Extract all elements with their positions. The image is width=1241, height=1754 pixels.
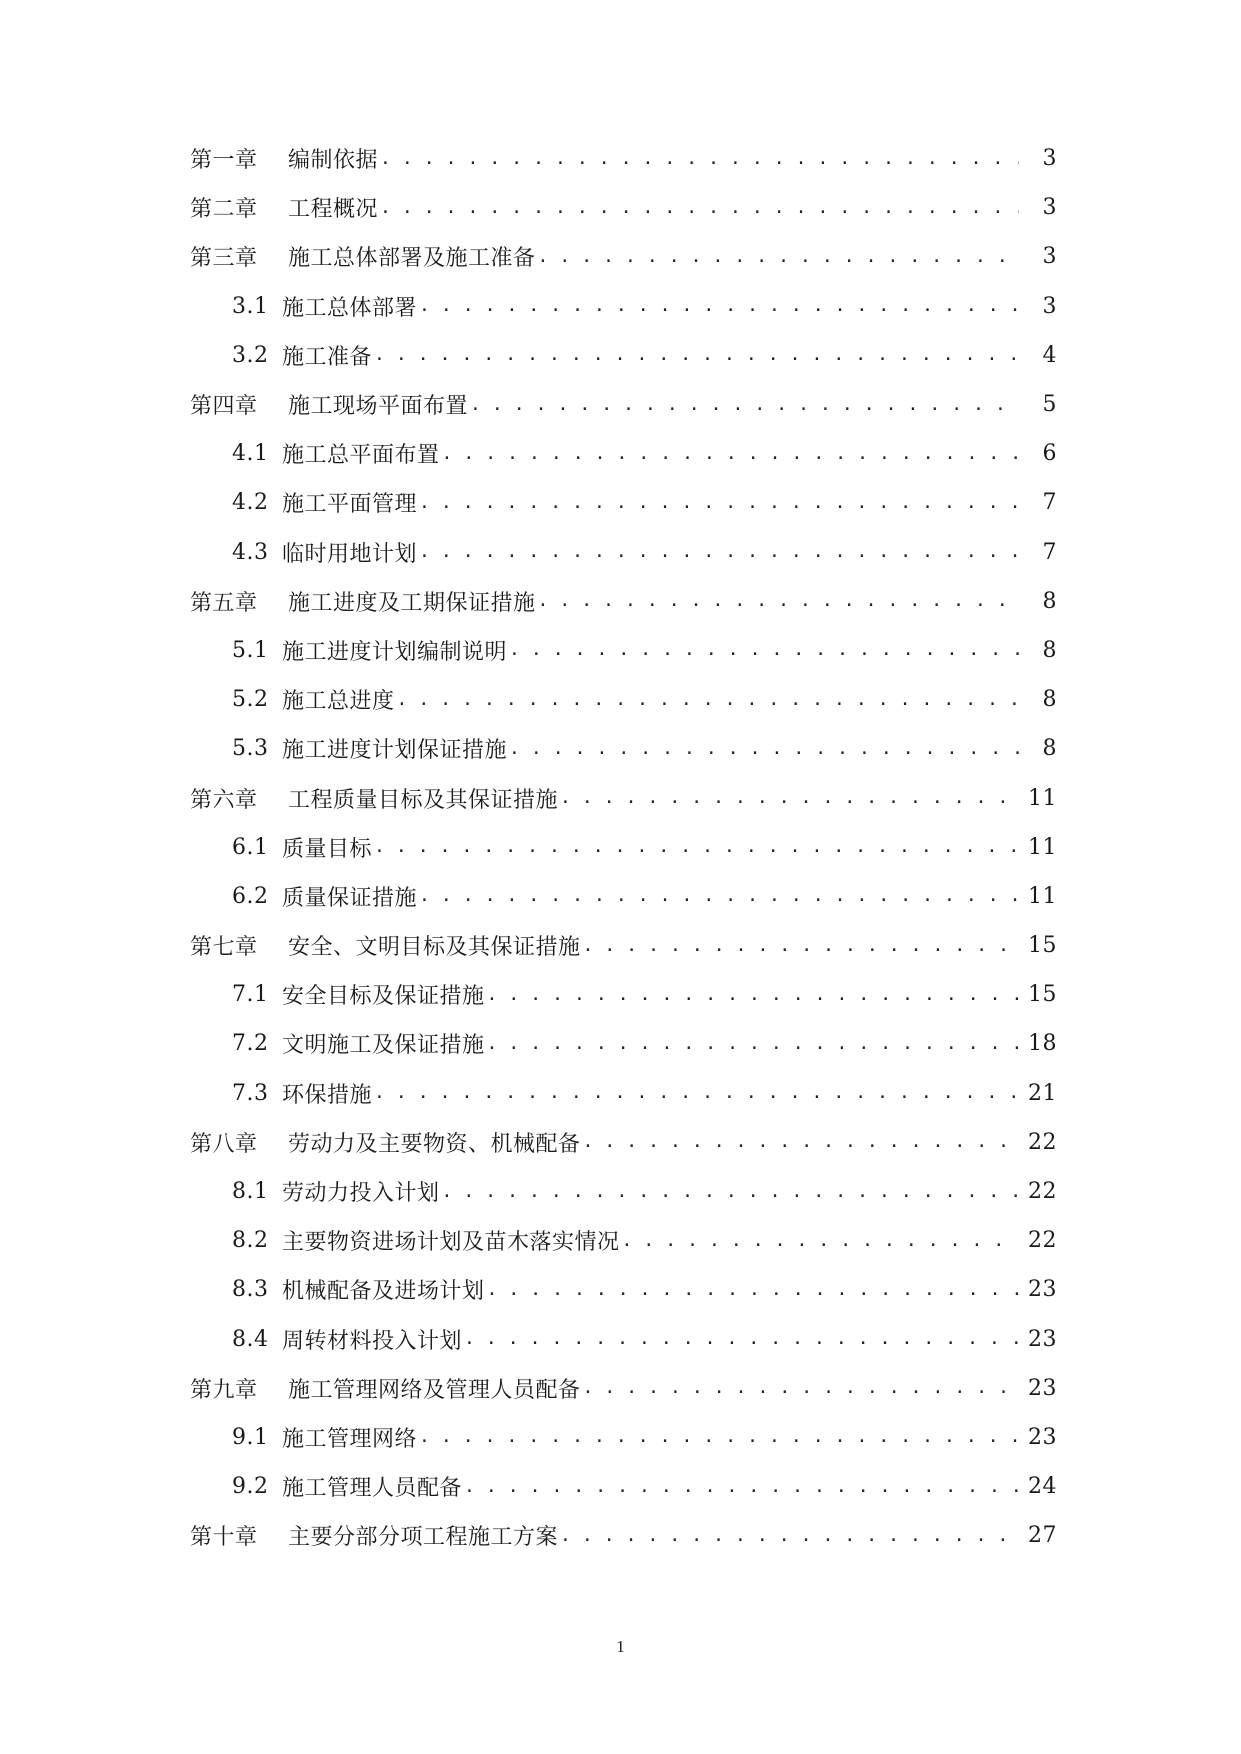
toc-entry-title: 施工准备: [282, 344, 373, 370]
toc-dot-leader: [419, 489, 1019, 517]
toc-entry-number: 第三章: [190, 246, 258, 272]
toc-entry-number: 7.2: [232, 1031, 269, 1057]
toc-entry-page: 11: [1028, 785, 1057, 811]
toc-chapter-entry[interactable]: [0, 1511, 1241, 1560]
toc-section-entry[interactable]: [0, 1069, 1241, 1118]
toc-chapter-entry[interactable]: [0, 232, 1241, 281]
toc-dot-leader: [380, 145, 1019, 173]
table-of-contents: [0, 134, 1241, 1560]
toc-entry-title: 施工管理人员配备: [282, 1476, 463, 1502]
toc-entry-number: 7.3: [232, 1080, 269, 1106]
toc-dot-leader: [583, 1128, 1019, 1156]
toc-entry-title: 施工进度计划保证措施: [282, 738, 508, 764]
toc-entry-title: 施工现场平面布置: [288, 394, 469, 420]
toc-entry-page: 6: [1042, 441, 1057, 467]
toc-entry-number: 9.1: [232, 1424, 269, 1450]
toc-entry-title: 机械配备及进场计划: [282, 1279, 485, 1305]
toc-entry-title: 安全目标及保证措施: [282, 984, 485, 1010]
toc-entry-number: 第七章: [190, 935, 258, 961]
toc-dot-leader: [374, 833, 1019, 861]
toc-section-entry[interactable]: [0, 331, 1241, 380]
toc-dot-leader: [374, 1079, 1019, 1107]
toc-entry-title: 施工总进度: [282, 689, 395, 715]
toc-dot-leader: [442, 1178, 1019, 1206]
toc-section-entry[interactable]: [0, 823, 1241, 872]
toc-section-entry[interactable]: [0, 1216, 1241, 1265]
toc-entry-title: 劳动力投入计划: [282, 1181, 440, 1207]
toc-dot-leader: [442, 440, 1019, 468]
toc-entry-number: 6.1: [232, 834, 269, 860]
toc-entry-page: 23: [1028, 1277, 1057, 1303]
toc-dot-leader: [487, 1030, 1019, 1058]
toc-dot-leader: [380, 194, 1019, 222]
toc-entry-number: 5.1: [232, 637, 269, 663]
toc-entry-page: 11: [1028, 883, 1057, 909]
toc-entry-number: 4.1: [232, 441, 269, 467]
toc-dot-leader: [464, 1473, 1019, 1501]
toc-chapter-entry[interactable]: [0, 577, 1241, 626]
toc-dot-leader: [487, 1276, 1019, 1304]
toc-entry-number: 4.3: [232, 539, 269, 565]
toc-dot-leader: [560, 1522, 1019, 1550]
toc-dot-leader: [583, 1374, 1019, 1402]
toc-section-entry[interactable]: [0, 478, 1241, 527]
toc-entry-page: 4: [1042, 342, 1057, 368]
toc-entry-number: 第五章: [190, 590, 258, 616]
toc-entry-title: 劳动力及主要物资、机械配备: [288, 1131, 581, 1157]
toc-entry-page: 5: [1042, 392, 1057, 418]
toc-entry-page: 8: [1042, 637, 1057, 663]
toc-section-entry[interactable]: [0, 1019, 1241, 1068]
toc-entry-title: 质量保证措施: [282, 885, 418, 911]
toc-entry-title: 主要物资进场计划及苗木落实情况: [282, 1230, 620, 1256]
toc-section-entry[interactable]: [0, 1315, 1241, 1364]
toc-dot-leader: [487, 981, 1019, 1009]
toc-entry-title: 施工平面管理: [282, 492, 418, 518]
toc-section-entry[interactable]: [0, 282, 1241, 331]
toc-entry-number: 第九章: [190, 1377, 258, 1403]
toc-entry-number: 4.2: [232, 490, 269, 516]
toc-entry-page: 8: [1042, 588, 1057, 614]
toc-chapter-entry[interactable]: [0, 134, 1241, 183]
toc-entry-number: 5.2: [232, 687, 269, 713]
toc-entry-number: 第八章: [190, 1131, 258, 1157]
toc-entry-page: 3: [1042, 146, 1057, 172]
toc-dot-leader: [419, 538, 1019, 566]
toc-entry-number: 第四章: [190, 394, 258, 420]
toc-dot-leader: [583, 932, 1019, 960]
toc-entry-title: 周转材料投入计划: [282, 1328, 463, 1354]
toc-entry-number: 6.2: [232, 883, 269, 909]
toc-entry-title: 施工总体部署及施工准备: [288, 246, 536, 272]
toc-dot-leader: [470, 391, 1019, 419]
toc-chapter-entry[interactable]: [0, 380, 1241, 429]
toc-entry-number: 9.2: [232, 1474, 269, 1500]
toc-entry-page: 3: [1042, 244, 1057, 270]
toc-entry-number: 8.2: [232, 1228, 269, 1254]
toc-dot-leader: [374, 341, 1019, 369]
toc-entry-title: 施工总平面布置: [282, 443, 440, 469]
toc-dot-leader: [509, 636, 1019, 664]
toc-section-entry[interactable]: [0, 872, 1241, 921]
toc-entry-title: 施工总体部署: [282, 295, 418, 321]
toc-chapter-entry[interactable]: [0, 921, 1241, 970]
toc-section-entry[interactable]: [0, 675, 1241, 724]
toc-entry-page: 8: [1042, 736, 1057, 762]
toc-chapter-entry[interactable]: [0, 183, 1241, 232]
toc-entry-page: 22: [1028, 1179, 1057, 1205]
toc-dot-leader: [538, 587, 1019, 615]
toc-entry-title: 施工管理网络及管理人员配备: [288, 1377, 581, 1403]
toc-entry-number: 3.2: [232, 342, 269, 368]
toc-entry-page: 11: [1028, 834, 1057, 860]
toc-entry-title: 工程概况: [288, 197, 379, 223]
toc-entry-page: 7: [1042, 539, 1057, 565]
toc-chapter-entry[interactable]: [0, 1364, 1241, 1413]
toc-entry-number: 8.3: [232, 1277, 269, 1303]
toc-entry-title: 环保措施: [282, 1082, 373, 1108]
toc-entry-page: 23: [1028, 1326, 1057, 1352]
toc-entry-number: 3.1: [232, 293, 269, 319]
toc-section-entry[interactable]: [0, 1265, 1241, 1314]
toc-entry-page: 3: [1042, 293, 1057, 319]
toc-dot-leader: [509, 735, 1019, 763]
toc-dot-leader: [419, 882, 1019, 910]
toc-entry-page: 23: [1028, 1375, 1057, 1401]
toc-entry-title: 施工进度计划编制说明: [282, 639, 508, 665]
toc-entry-title: 安全、文明目标及其保证措施: [288, 935, 581, 961]
toc-section-entry[interactable]: [0, 626, 1241, 675]
toc-entry-page: 22: [1028, 1228, 1057, 1254]
toc-entry-page: 3: [1042, 195, 1057, 221]
toc-section-entry[interactable]: [0, 528, 1241, 577]
toc-entry-title: 临时用地计划: [282, 541, 418, 567]
toc-dot-leader: [419, 1423, 1019, 1451]
toc-dot-leader: [560, 784, 1019, 812]
toc-chapter-entry[interactable]: [0, 1118, 1241, 1167]
toc-entry-page: 27: [1028, 1523, 1057, 1549]
toc-entry-page: 15: [1028, 933, 1057, 959]
toc-entry-page: 8: [1042, 687, 1057, 713]
toc-entry-title: 文明施工及保证措施: [282, 1033, 485, 1059]
toc-dot-leader: [419, 292, 1019, 320]
toc-entry-number: 第一章: [190, 148, 258, 174]
toc-dot-leader: [538, 243, 1019, 271]
toc-dot-leader: [622, 1227, 1019, 1255]
toc-section-entry[interactable]: [0, 1462, 1241, 1511]
toc-entry-number: 8.4: [232, 1326, 269, 1352]
toc-entry-number: 7.1: [232, 982, 269, 1008]
toc-entry-title: 施工管理网络: [282, 1426, 418, 1452]
toc-entry-page: 21: [1028, 1080, 1057, 1106]
page-number: 1: [616, 1637, 625, 1656]
toc-entry-title: 工程质量目标及其保证措施: [288, 787, 559, 813]
toc-dot-leader: [464, 1325, 1019, 1353]
toc-entry-number: 第十章: [190, 1525, 258, 1551]
toc-chapter-entry[interactable]: [0, 773, 1241, 822]
toc-entry-number: 第二章: [190, 197, 258, 223]
toc-entry-page: 15: [1028, 982, 1057, 1008]
toc-entry-title: 编制依据: [288, 148, 379, 174]
toc-section-entry[interactable]: [0, 429, 1241, 478]
toc-entry-title: 施工进度及工期保证措施: [288, 590, 536, 616]
toc-entry-page: 23: [1028, 1424, 1057, 1450]
toc-entry-page: 24: [1028, 1474, 1057, 1500]
toc-entry-page: 18: [1028, 1031, 1057, 1057]
toc-entry-title: 主要分部分项工程施工方案: [288, 1525, 559, 1551]
toc-entry-number: 第六章: [190, 787, 258, 813]
toc-dot-leader: [397, 686, 1019, 714]
toc-section-entry[interactable]: [0, 724, 1241, 773]
toc-entry-title: 质量目标: [282, 836, 373, 862]
toc-section-entry[interactable]: [0, 1167, 1241, 1216]
toc-entry-page: 7: [1042, 490, 1057, 516]
toc-entry-number: 5.3: [232, 736, 269, 762]
toc-entry-number: 8.1: [232, 1179, 269, 1205]
toc-entry-page: 22: [1028, 1129, 1057, 1155]
toc-section-entry[interactable]: [0, 1413, 1241, 1462]
toc-section-entry[interactable]: [0, 970, 1241, 1019]
